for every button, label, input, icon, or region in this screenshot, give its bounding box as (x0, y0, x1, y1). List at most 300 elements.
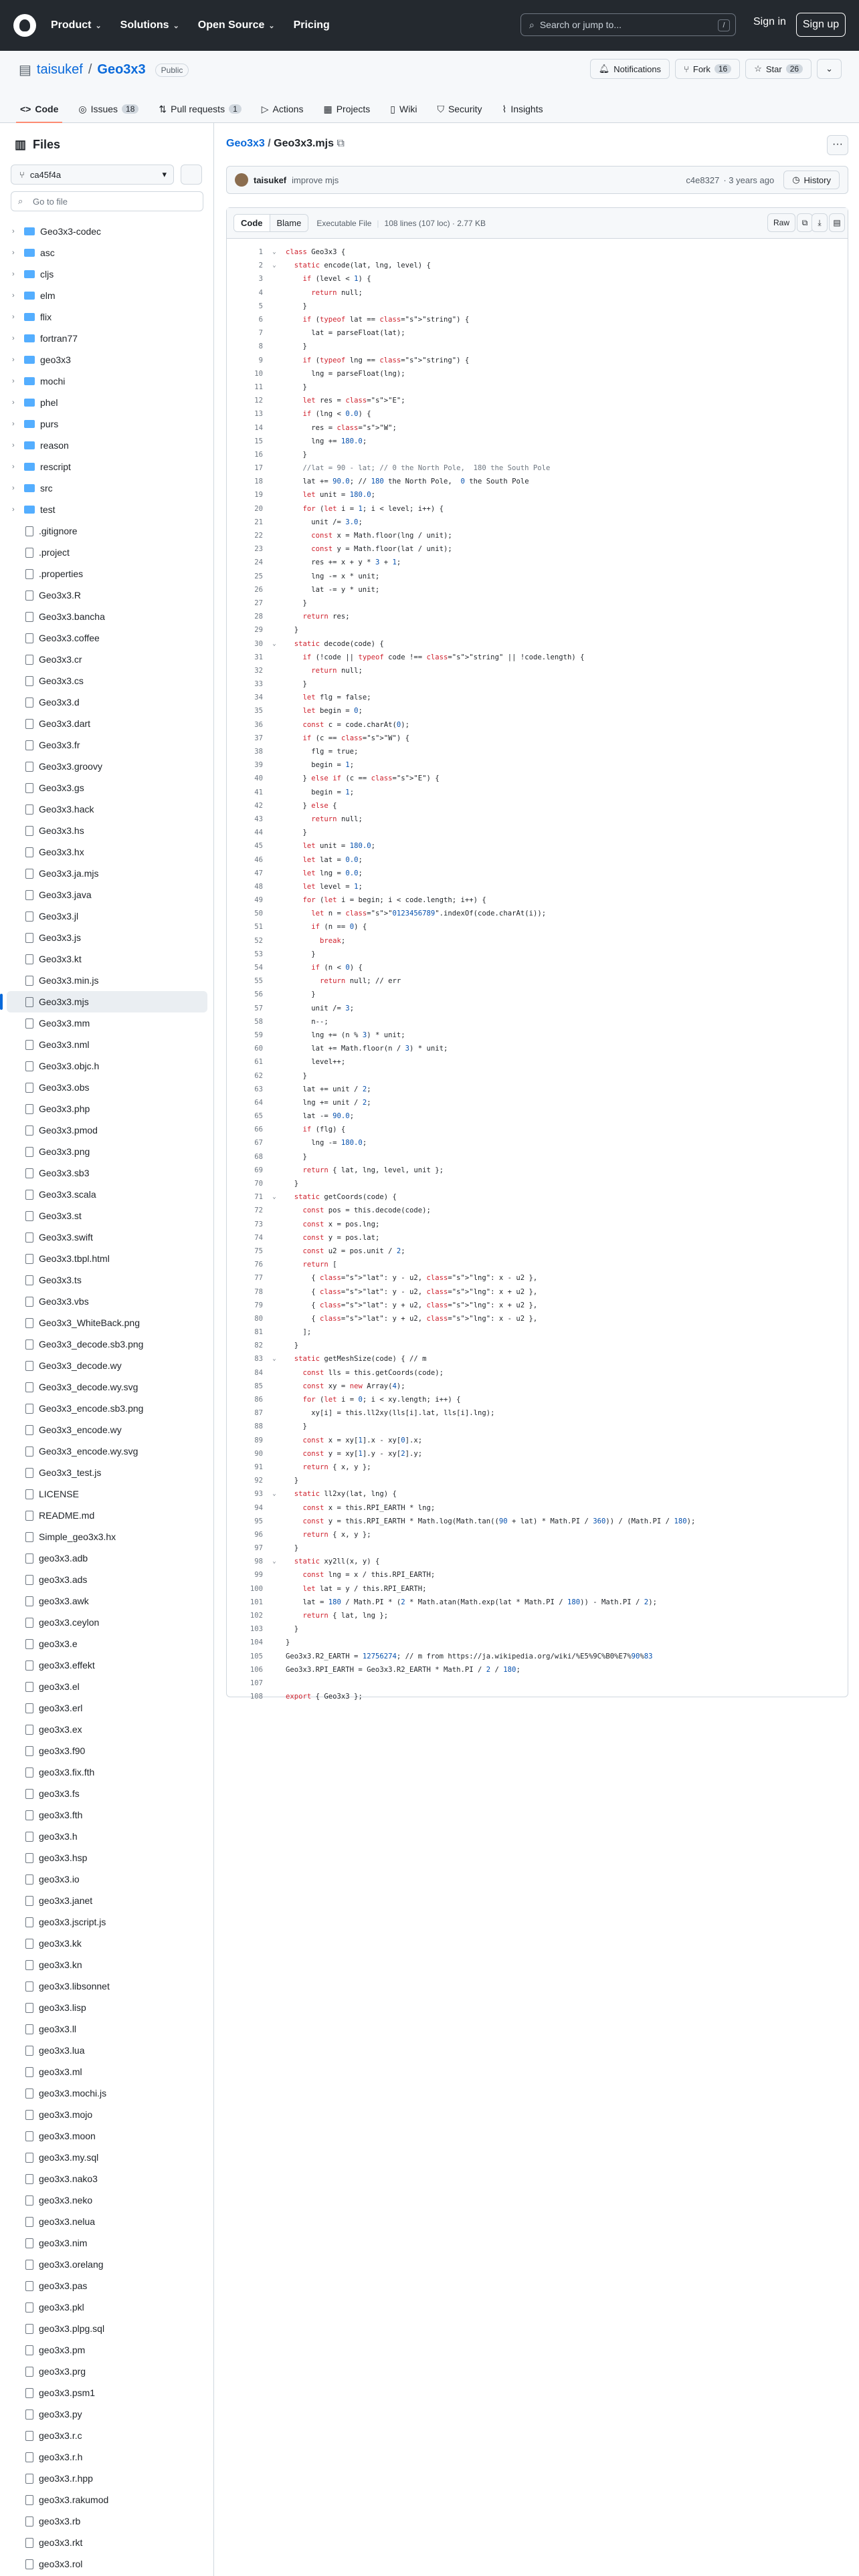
code-text: return { x, y }; (302, 1463, 371, 1471)
line-number[interactable]: 75 (254, 1247, 263, 1255)
line-number[interactable]: 107 (250, 1679, 263, 1687)
file-item[interactable]: Geo3x3.st (0, 1205, 214, 1226)
star-button[interactable]: ☆ Star 26 (745, 59, 812, 79)
avatar[interactable] (235, 173, 248, 187)
file-item[interactable]: geo3x3.r.h (0, 2446, 214, 2468)
search-input[interactable]: ⌕ Search or jump to... / (520, 13, 736, 36)
line-number[interactable]: 104 (250, 1638, 263, 1647)
blame-tab[interactable]: Blame (270, 215, 308, 231)
download-icon[interactable]: ⤓ (812, 213, 828, 232)
folder-item[interactable]: › fortran77 (12, 333, 78, 344)
line-number[interactable]: 67 (254, 1139, 263, 1148)
file-item[interactable]: geo3x3.kk (0, 1933, 214, 1954)
code-line (227, 1447, 848, 1461)
file-item[interactable]: geo3x3.psm1 (0, 2382, 214, 2403)
line-number[interactable]: 19 (254, 491, 263, 500)
folder-item[interactable]: › src (12, 483, 53, 494)
file-item[interactable]: Geo3x3.min.js (0, 970, 214, 991)
code-line (227, 867, 848, 880)
line-number[interactable]: 81 (254, 1328, 263, 1337)
tab-issues[interactable]: ◎ Issues 18 (78, 95, 138, 123)
file-item[interactable]: geo3x3.io (0, 1868, 214, 1890)
line-number[interactable]: 35 (254, 707, 263, 716)
file-item[interactable]: geo3x3.adb (0, 1547, 214, 1569)
commit-sha[interactable]: c4e8327 (686, 175, 720, 185)
file-item[interactable]: Geo3x3_encode.sb3.png (0, 1398, 214, 1419)
nav-product[interactable]: Product ⌄ (51, 19, 102, 31)
line-number[interactable]: 18 (254, 477, 263, 486)
line-number[interactable]: 103 (250, 1625, 263, 1634)
file-item[interactable]: Geo3x3.pmod (0, 1119, 214, 1141)
fold-toggle-icon[interactable]: ⌄ (272, 249, 276, 256)
breadcrumb-repo-link[interactable]: Geo3x3 (226, 138, 265, 149)
tab-pull-requests[interactable]: ⇅ Pull requests 1 (159, 95, 241, 123)
line-number[interactable]: 39 (254, 761, 263, 770)
line-number[interactable]: 26 (254, 585, 263, 594)
file-item[interactable]: geo3x3.neko (0, 2189, 214, 2211)
file-item[interactable]: Geo3x3.jl (0, 905, 214, 927)
line-number[interactable]: 79 (254, 1301, 263, 1309)
file-item[interactable]: Geo3x3.mm (0, 1012, 214, 1034)
line-number[interactable]: 31 (254, 653, 263, 661)
file-item[interactable]: geo3x3.el (0, 1676, 214, 1697)
code-toolbar: Code Blame Executable File | 108 lines (107 loc) · 2.77 KB Raw ⧉ ⤓ ▤ (227, 208, 848, 239)
line-number[interactable]: 93 (254, 1490, 263, 1499)
file-item[interactable]: geo3x3.awk (0, 1590, 214, 1612)
line-number[interactable]: 4 (258, 288, 263, 297)
folder-icon (24, 313, 35, 321)
code-tab[interactable]: Code (234, 215, 270, 231)
line-number[interactable]: 88 (254, 1422, 263, 1431)
file-item[interactable]: Geo3x3.hack (0, 798, 214, 820)
file-item[interactable]: Geo3x3_decode.wy (0, 1355, 214, 1376)
line-number[interactable]: 56 (254, 990, 263, 999)
raw-button[interactable]: Raw (767, 213, 795, 232)
file-item[interactable]: Geo3x3_decode.sb3.png (0, 1333, 214, 1355)
folder-item[interactable]: › test (12, 504, 56, 515)
file-item[interactable]: geo3x3.erl (0, 1697, 214, 1719)
file-icon (25, 1018, 33, 1029)
line-number[interactable]: 6 (258, 316, 263, 324)
code-text: if (flg) { (302, 1125, 346, 1134)
fold-toggle-icon[interactable]: ⌄ (272, 1491, 276, 1498)
line-number[interactable]: 77 (254, 1274, 263, 1283)
file-item[interactable]: geo3x3.ex (0, 1719, 214, 1740)
code-text: } (286, 1422, 307, 1431)
file-item[interactable]: geo3x3.pkl (0, 2296, 214, 2318)
folder-item[interactable]: › elm (12, 290, 56, 301)
file-item[interactable]: Geo3x3.ts (0, 1269, 214, 1291)
folder-item[interactable]: › cljs (12, 269, 54, 280)
code-line (227, 974, 848, 988)
notifications-button[interactable]: 🔔︎ Notifications (590, 59, 670, 79)
code-text: } (286, 302, 307, 310)
code-line (227, 813, 848, 826)
file-item[interactable]: Geo3x3.cr (0, 649, 214, 670)
line-number[interactable]: 100 (250, 1584, 263, 1593)
line-number[interactable]: 52 (254, 936, 263, 945)
line-number[interactable]: 30 (254, 639, 263, 648)
line-number[interactable]: 42 (254, 801, 263, 810)
line-number[interactable]: 68 (254, 1152, 263, 1161)
file-item[interactable]: geo3x3.my.sql (0, 2147, 214, 2168)
folder-item[interactable]: › rescript (12, 461, 71, 472)
file-item[interactable]: .gitignore (0, 520, 214, 542)
line-number[interactable]: 8 (258, 342, 263, 351)
folder-item[interactable]: › flix (12, 312, 52, 322)
line-number[interactable]: 3 (258, 275, 263, 284)
line-number[interactable]: 84 (254, 1368, 263, 1377)
file-item[interactable]: Geo3x3.js (0, 927, 214, 948)
file-item[interactable]: geo3x3.lisp (0, 1997, 214, 2018)
code-text: lat = parseFloat(lat); (286, 329, 405, 338)
line-number[interactable]: 92 (254, 1477, 263, 1485)
file-icon (25, 740, 33, 750)
fold-toggle-icon[interactable]: ⌄ (272, 640, 276, 647)
file-item[interactable]: Geo3x3.d (0, 691, 214, 713)
line-number[interactable]: 21 (254, 518, 263, 526)
line-number[interactable]: 97 (254, 1544, 263, 1553)
file-item[interactable]: Geo3x3.png (0, 1141, 214, 1162)
line-number[interactable]: 53 (254, 950, 263, 958)
code-line (227, 1528, 848, 1541)
file-item[interactable]: geo3x3.jscript.js (0, 1911, 214, 1933)
tab-security[interactable]: ⛉ Security (437, 103, 482, 114)
file-item[interactable]: Geo3x3.groovy (0, 756, 214, 777)
file-item[interactable]: geo3x3.hsp (0, 1847, 214, 1868)
file-item[interactable]: Geo3x3_WhiteBack.png (0, 1312, 214, 1333)
line-number[interactable]: 72 (254, 1206, 263, 1215)
file-item[interactable]: geo3x3.moon (0, 2125, 214, 2147)
file-item[interactable]: Geo3x3_encode.wy.svg (0, 1440, 214, 1462)
go-to-file-input[interactable]: ⌕ Go to file (11, 191, 203, 211)
file-item[interactable]: geo3x3.effekt (0, 1654, 214, 1676)
line-number[interactable]: 58 (254, 1017, 263, 1026)
code-line (227, 988, 848, 1001)
file-item[interactable]: LICENSE (0, 1483, 214, 1505)
file-item[interactable]: Geo3x3.swift (0, 1226, 214, 1248)
line-number[interactable]: 48 (254, 882, 263, 891)
file-item[interactable]: Geo3x3_decode.wy.svg (0, 1376, 214, 1398)
file-item[interactable]: Geo3x3.kt (0, 948, 214, 970)
code-line (227, 570, 848, 583)
code-text: if (level < 1) { (302, 275, 371, 284)
line-number[interactable]: 95 (254, 1517, 263, 1525)
code-text: lat += Math.floor(n / 3) * unit; (286, 1045, 448, 1053)
line-number[interactable]: 83 (254, 1355, 263, 1364)
file-icon (25, 2024, 33, 2034)
file-item[interactable]: geo3x3.e (0, 1633, 214, 1654)
fork-button[interactable]: ⑂ Fork 16 (675, 59, 740, 79)
line-number[interactable]: 76 (254, 1261, 263, 1269)
file-item[interactable]: geo3x3.f90 (0, 1740, 214, 1761)
code-line (227, 1055, 848, 1069)
folder-item[interactable]: › Geo3x3-codec (12, 226, 102, 237)
file-item[interactable]: geo3x3.rol (0, 2553, 214, 2575)
line-number[interactable]: 80 (254, 1314, 263, 1323)
file-item[interactable]: Geo3x3_test.js (0, 1462, 214, 1483)
file-item[interactable]: Geo3x3.vbs (0, 1291, 214, 1312)
file-item[interactable]: geo3x3.r.hpp (0, 2468, 214, 2489)
file-item[interactable]: geo3x3.rb (0, 2510, 214, 2532)
folder-item[interactable]: › geo3x3 (12, 354, 71, 365)
file-item[interactable]: geo3x3.ads (0, 1569, 214, 1590)
file-item[interactable]: Geo3x3.cs (0, 670, 214, 691)
line-number[interactable]: 41 (254, 788, 263, 796)
file-item[interactable]: geo3x3.janet (0, 1890, 214, 1911)
file-item[interactable]: geo3x3.nako3 (0, 2168, 214, 2189)
sign-in-link[interactable]: Sign in (753, 16, 786, 27)
fold-toggle-icon[interactable]: ⌄ (272, 1194, 276, 1201)
file-item[interactable]: Geo3x3.nml (0, 1034, 214, 1055)
line-number[interactable]: 16 (254, 450, 263, 459)
code-line (227, 1690, 848, 1703)
table-icon: ▦ (323, 103, 332, 114)
line-number[interactable]: 59 (254, 1031, 263, 1039)
file-item[interactable]: Geo3x3_encode.wy (0, 1419, 214, 1440)
line-number[interactable]: 96 (254, 1530, 263, 1539)
code-text: } (286, 1625, 299, 1634)
line-number[interactable]: 89 (254, 1436, 263, 1444)
line-number[interactable]: 106 (250, 1665, 263, 1674)
file-item[interactable]: .properties (0, 563, 214, 584)
line-number[interactable]: 45 (254, 842, 263, 851)
fold-toggle-icon[interactable]: ⌄ (272, 1558, 276, 1566)
line-number[interactable]: 50 (254, 909, 263, 918)
line-number[interactable]: 44 (254, 829, 263, 837)
line-number[interactable]: 13 (254, 410, 263, 419)
line-number[interactable]: 94 (254, 1503, 263, 1512)
fold-toggle-icon[interactable]: ⌄ (272, 262, 276, 270)
file-item[interactable]: geo3x3.lua (0, 2040, 214, 2061)
line-number[interactable]: 63 (254, 1085, 263, 1093)
line-number[interactable]: 108 (250, 1693, 263, 1701)
line-number[interactable]: 28 (254, 613, 263, 621)
file-item[interactable]: geo3x3.plpg.sql (0, 2318, 214, 2339)
file-item[interactable]: geo3x3.pas (0, 2275, 214, 2296)
line-number[interactable]: 54 (254, 964, 263, 972)
file-item[interactable]: geo3x3.r.c (0, 2425, 214, 2446)
line-number[interactable]: 49 (254, 896, 263, 905)
folder-item[interactable]: › reason (12, 440, 69, 451)
tab-insights[interactable]: ⌇ Insights (502, 103, 543, 114)
line-number[interactable]: 12 (254, 397, 263, 405)
file-item[interactable]: Geo3x3.bancha (0, 606, 214, 627)
line-number[interactable]: 2 (258, 261, 263, 270)
line-number[interactable]: 32 (254, 666, 263, 675)
line-number[interactable]: 10 (254, 369, 263, 378)
line-number[interactable]: 1 (258, 248, 263, 257)
line-number[interactable]: 64 (254, 1098, 263, 1107)
file-item[interactable]: geo3x3.py (0, 2403, 214, 2425)
line-number[interactable]: 62 (254, 1071, 263, 1080)
line-number[interactable]: 87 (254, 1409, 263, 1418)
code-text: let unit = 180.0; (302, 842, 375, 851)
line-number[interactable]: 98 (254, 1558, 263, 1566)
file-item[interactable]: geo3x3.orelang (0, 2254, 214, 2275)
line-number[interactable]: 91 (254, 1463, 263, 1471)
code-line (227, 1177, 848, 1190)
github-logo-icon[interactable] (13, 14, 36, 37)
file-item[interactable]: geo3x3.fix.fth (0, 1761, 214, 1783)
line-number[interactable]: 101 (250, 1598, 263, 1606)
chevron-right-icon: › (12, 249, 15, 257)
folder-item[interactable]: › asc (12, 247, 55, 258)
line-number[interactable]: 73 (254, 1220, 263, 1228)
line-number[interactable]: 5 (258, 302, 263, 310)
file-item[interactable]: Geo3x3.dart (0, 713, 214, 734)
line-number[interactable]: 102 (250, 1612, 263, 1620)
line-number[interactable]: 55 (254, 977, 263, 986)
file-item[interactable]: Geo3x3.ja.mjs (0, 863, 214, 884)
nav-pricing[interactable]: Pricing (293, 19, 330, 31)
sign-up-button[interactable]: Sign up (796, 13, 846, 37)
commit-message[interactable]: improve mjs (292, 175, 339, 185)
file-item[interactable]: geo3x3.mochi.js (0, 2082, 214, 2104)
line-number[interactable]: 14 (254, 423, 263, 432)
file-item[interactable]: Geo3x3.hx (0, 841, 214, 863)
line-number[interactable]: 60 (254, 1045, 263, 1053)
file-item[interactable]: geo3x3.ml (0, 2061, 214, 2082)
file-item[interactable]: geo3x3.mojo (0, 2104, 214, 2125)
repo-name-link[interactable]: Geo3x3 (97, 62, 146, 77)
line-number[interactable]: 25 (254, 572, 263, 580)
folder-icon (24, 506, 35, 514)
file-item[interactable]: Geo3x3.fr (0, 734, 214, 756)
line-number[interactable]: 17 (254, 464, 263, 473)
line-number[interactable]: 47 (254, 869, 263, 877)
file-item[interactable]: geo3x3.h (0, 1826, 214, 1847)
folder-item[interactable]: › purs (12, 419, 59, 429)
file-item[interactable]: geo3x3.prg (0, 2361, 214, 2382)
line-number[interactable]: 24 (254, 558, 263, 567)
file-icon (25, 1083, 33, 1093)
file-item[interactable]: geo3x3.ll (0, 2018, 214, 2040)
star-dropdown-button[interactable] (817, 59, 842, 79)
line-number[interactable]: 15 (254, 437, 263, 445)
line-number[interactable]: 69 (254, 1166, 263, 1174)
file-item[interactable]: Geo3x3.mjs (7, 991, 207, 1012)
line-number[interactable]: 37 (254, 734, 263, 742)
line-number[interactable]: 61 (254, 1058, 263, 1067)
line-number[interactable]: 57 (254, 1004, 263, 1012)
more-options-button[interactable]: ··· (827, 135, 848, 155)
line-number[interactable]: 105 (250, 1652, 263, 1660)
file-item[interactable]: Geo3x3.objc.h (0, 1055, 214, 1077)
copy-icon[interactable]: ⧉ (797, 213, 813, 232)
file-item[interactable]: geo3x3.fth (0, 1804, 214, 1826)
sidebar-toggle-icon[interactable]: ▥ (15, 138, 27, 151)
line-number[interactable]: 23 (254, 545, 263, 554)
line-number[interactable]: 90 (254, 1449, 263, 1458)
tab-actions[interactable]: ▷ Actions (261, 103, 304, 114)
file-icon (25, 826, 33, 836)
line-number[interactable]: 85 (254, 1382, 263, 1390)
nav-solutions[interactable]: Solutions ⌄ (120, 19, 179, 31)
line-number[interactable]: 33 (254, 680, 263, 689)
line-number[interactable]: 29 (254, 626, 263, 635)
line-number[interactable]: 36 (254, 720, 263, 729)
history-button[interactable]: ◷ History (783, 171, 840, 189)
tab-code[interactable]: <> Code (20, 95, 58, 123)
file-item[interactable]: geo3x3.ceylon (0, 1612, 214, 1633)
commit-author[interactable]: taisukef (254, 175, 287, 185)
code-line (227, 1393, 848, 1406)
line-number[interactable]: 9 (258, 356, 263, 364)
line-number[interactable]: 86 (254, 1396, 263, 1404)
file-item[interactable]: geo3x3.rakumod (0, 2489, 214, 2510)
file-item[interactable]: geo3x3.pm (0, 2339, 214, 2361)
search-files-button[interactable] (181, 165, 202, 185)
folder-item[interactable]: › mochi (12, 376, 66, 387)
file-item[interactable]: geo3x3.nelua (0, 2211, 214, 2232)
line-number[interactable]: 11 (254, 383, 263, 391)
line-number[interactable]: 74 (254, 1233, 263, 1242)
file-item[interactable]: Geo3x3.php (0, 1098, 214, 1119)
line-number[interactable]: 22 (254, 532, 263, 540)
file-item[interactable]: Simple_geo3x3.hx (0, 1526, 214, 1547)
file-item[interactable]: README.md (0, 1505, 214, 1526)
line-number[interactable]: 78 (254, 1287, 263, 1296)
line-number[interactable]: 34 (254, 693, 263, 702)
file-item[interactable]: Geo3x3.java (0, 884, 214, 905)
copy-path-icon[interactable]: ⧉ (337, 138, 345, 149)
folder-item[interactable]: › phel (12, 397, 58, 408)
file-item[interactable]: Geo3x3.R (0, 584, 214, 606)
code-line (227, 340, 848, 353)
file-item[interactable]: Geo3x3.obs (0, 1077, 214, 1098)
file-item[interactable]: geo3x3.kn (0, 1954, 214, 1975)
line-number[interactable]: 27 (254, 599, 263, 607)
line-number[interactable]: 65 (254, 1112, 263, 1121)
file-item[interactable]: Geo3x3.scala (0, 1184, 214, 1205)
file-item[interactable]: geo3x3.nim (0, 2232, 214, 2254)
line-number[interactable]: 38 (254, 748, 263, 756)
symbols-panel-icon[interactable]: ▤ (829, 213, 845, 232)
line-number[interactable]: 20 (254, 504, 263, 513)
file-item[interactable]: geo3x3.libsonnet (0, 1975, 214, 1997)
repo-owner-link[interactable]: taisukef (36, 62, 83, 77)
line-number[interactable]: 99 (254, 1571, 263, 1580)
line-number[interactable]: 66 (254, 1125, 263, 1134)
line-number[interactable]: 71 (254, 1193, 263, 1202)
line-number[interactable]: 43 (254, 815, 263, 823)
tab-wiki[interactable]: ▯ Wiki (390, 103, 417, 114)
file-item[interactable]: geo3x3.fs (0, 1783, 214, 1804)
file-item[interactable]: Geo3x3.coffee (0, 627, 214, 649)
line-number[interactable]: 40 (254, 774, 263, 783)
file-item[interactable]: Geo3x3.gs (0, 777, 214, 798)
line-number[interactable]: 51 (254, 923, 263, 932)
code-line (227, 1487, 848, 1501)
tab-projects[interactable]: ▦ Projects (323, 103, 371, 114)
file-item[interactable]: Geo3x3.sb3 (0, 1162, 214, 1184)
line-number[interactable]: 70 (254, 1180, 263, 1188)
file-item[interactable]: Geo3x3.hs (0, 820, 214, 841)
file-icon (25, 1853, 33, 1863)
nav-open-source[interactable]: Open Source ⌄ (197, 19, 275, 31)
line-number[interactable]: 82 (254, 1341, 263, 1350)
file-item[interactable]: .project (0, 542, 214, 563)
branch-select[interactable]: ⑂ ca45f4a ▾ (11, 165, 174, 185)
fold-toggle-icon[interactable]: ⌄ (272, 1356, 276, 1363)
code-line (227, 1366, 848, 1380)
code-text: unit /= 3.0; (286, 518, 363, 526)
line-number[interactable]: 7 (258, 329, 263, 338)
file-item[interactable]: geo3x3.rkt (0, 2532, 214, 2553)
file-item[interactable]: Geo3x3.tbpl.html (0, 1248, 214, 1269)
line-number[interactable]: 46 (254, 855, 263, 864)
